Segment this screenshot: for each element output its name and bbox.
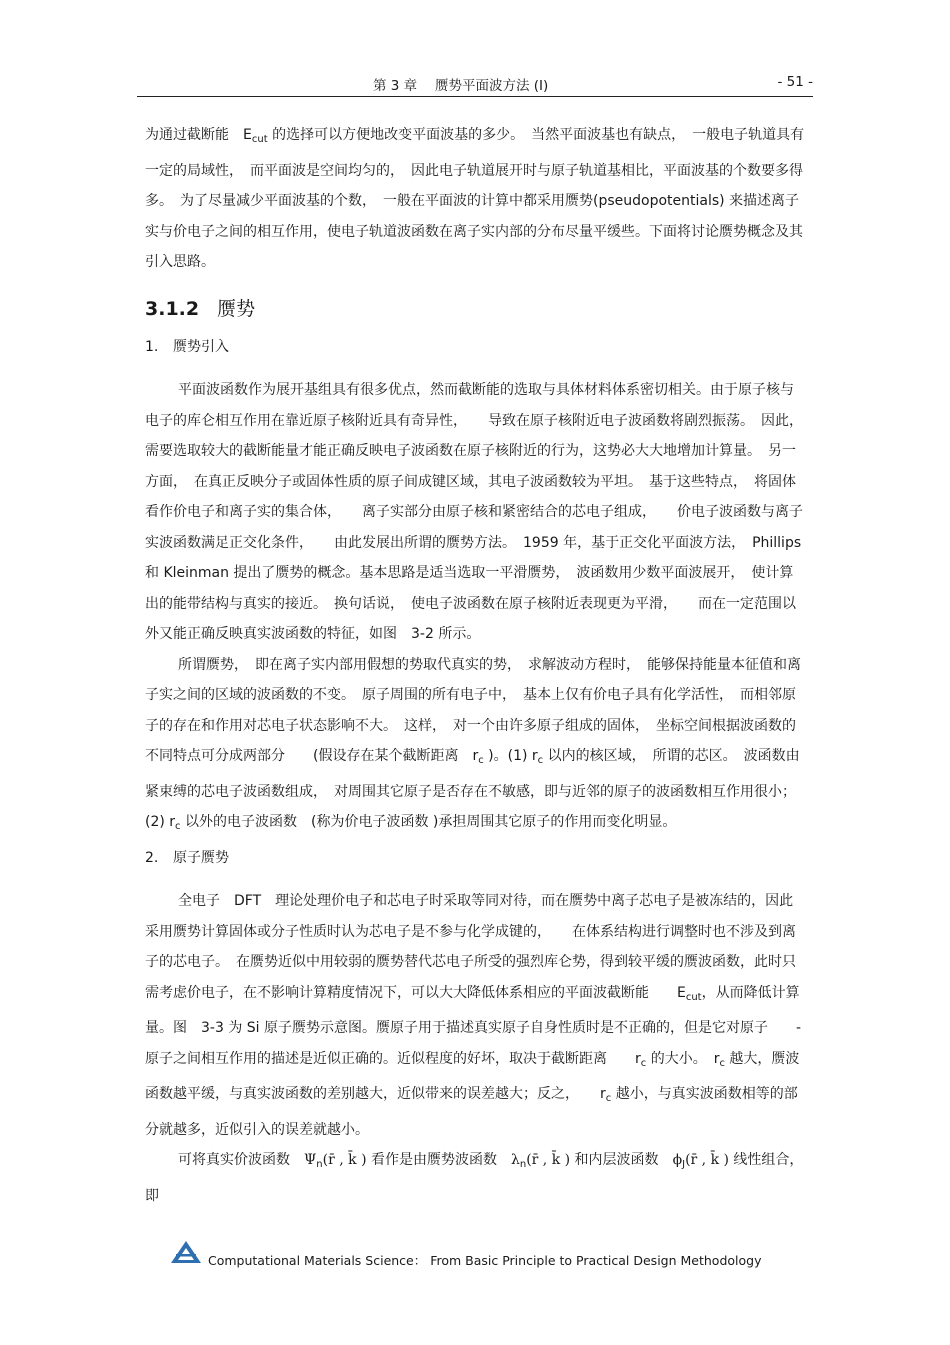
footer-text: Computational Materials Science： From Basic Principle to Practical Design Methodology: [208, 1253, 762, 1268]
paragraph-1: 为通过截断能 $E_{cut}$ 的选择可以方便地改变平面波基的多少。 当然平面波基也有缺点， 一般电子轨道具有一定的局域性， 而平面波是空间均匀的， 因此电子轨道展开时与原子轨道基相比，平面波基的个数要多得多。 为了尽量减少平面波基的个数， 一般在平面波的计算中都采用赝势(pseudopotentials) 来描述离子实与价电子之间的相互作用，使电子轨道波函数在离子实内部的分布尽量平缓些。下面将讨论赝势概念及其引入思路。: [145, 127, 805, 270]
paragraph-3: 所谓赝势， 即在离子实内部用假想的势取代真实的势， 求解波动方程时， 能够保持能量本征值和离子实之间的区域的波函数的不变。 原子周围的所有电子中， 基本上仅有价电子具有化学活性， 而相邻原子的存在和作用对芯电子状态影响不大。 这样， 对一个由许多原子组成的固体， 坐标空间根据波函数的不同特点可分成两部分 (假设存在某个截断距离 $r_c$ )。(1) $r_c$ 以内的核区域， 所谓的芯区。 波函数由紧束缚的芯电子波函数组成， 对周围其它原子是否存在不敏感，即与近邻的原子的波函数相互作用很小； (2) $r_c$ 以外的电子波函数 (称为价电子波函数 )承担周围其它原子的作用而变化明显。: [145, 656, 817, 832]
paragraph-5: 可将真实价波函数 $\Psi_n(r̄$ , k̄ ) 看作是由赝势波函数 $\lambda_n(r̄$ , k̄ ) 和内层波函数 $\phi_J(r̄$ , k̄ ) 线性组合，即: [145, 1152, 804, 1204]
section-heading: 3.1.2 赝势: [145, 297, 256, 320]
page-footer: [170, 1240, 810, 1270]
list-item-2: 2. 原子赝势: [145, 849, 229, 866]
list-item-1: 1. 赝势引入: [145, 338, 229, 355]
running-title: 第 3 章 赝势平面波方法 (I): [373, 78, 549, 94]
body-text: [145, 120, 817, 1211]
paragraph-4: 全电子 DFT 理论处理价电子和芯电子时采取等同对待，而在赝势中离子芯电子是被冻结的，因此采用赝势计算固体或分子性质时认为芯电子是不参与化学成键的， 在体系结构进行调整时也不涉及到离子的芯电子。 在赝势近似中用较弱的赝势替代芯电子所受的强烈库仑势，得到较平缓的赝波函数，此时只需考虑价电子，在不影响计算精度情况下，可以大大降低体系相应的平面波截断能 $E_{cut}$，从而降低计算量。图 3-3 为 Si 原子赝势示意图。赝原子用于描述真实原子自身性质时是不正确的，但是它对原子 -原子之间相互作用的描述是近似正确的。近似程度的好坏，取决于截断距离 $r_c$ 的大小。 $r_c$ 越大，赝波函数越平缓，与真实波函数的差别越大，近似带来的误差越大；反之， $r_c$ 越小，与真实波函数相等的部分就越多，近似引入的误差就越小。: [145, 893, 802, 1138]
page-header: [137, 72, 813, 97]
paragraph-2: 平面波函数作为展开基组具有很多优点，然而截断能的选取与具体材料体系密切相关。由于原子核与电子的库仑相互作用在靠近原子核附近具有奇异性， 导致在原子核附近电子波函数将剧烈振荡。 因此，需要选取较大的截断能量才能正确反映电子波函数在原子核附近的行为，这势必大大地增加计算量。 另一方面， 在真正反映分子或固体性质的原子间成键区域，其电子波函数较为平坦。 基于这些特点， 将固体看作价电子和离子实的集合体， 离子实部分由原子核和紧密结合的芯电子组成， 价电子波函数与离子实波函数满足正交化条件， 由此发展出所谓的赝势方法。 1959 年，基于正交化平面波方法， Phillips 和 Kleinman 提出了赝势的概念。基本思路是适当选取一平滑赝势， 波函数用少数平面波展开， 使计算出的能带结构与真实的接近。 换句话说， 使电子波函数在原子核附近表现更为平滑， 而在一定范围以外又能正确反映真实波函数的特征，如图 3-2 所示。: [145, 382, 803, 642]
page-number: - 51 -: [777, 74, 813, 90]
publisher-logo-icon: [170, 1240, 202, 1264]
